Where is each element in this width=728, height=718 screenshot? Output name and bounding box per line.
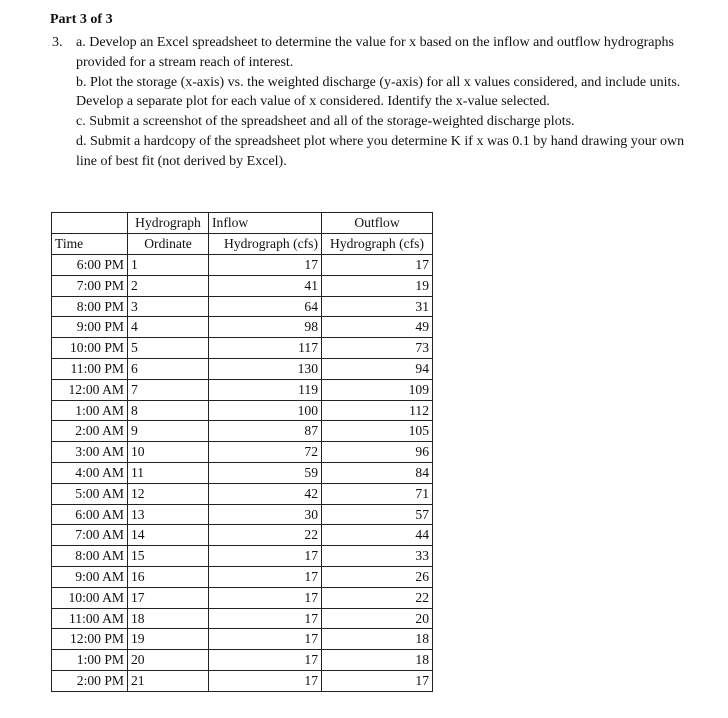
cell-outflow: 84 [322, 462, 433, 483]
header-inflow-line1: Inflow [209, 213, 322, 234]
cell-ordinate: 15 [128, 546, 209, 567]
table-row [52, 670, 433, 691]
cell-ordinate: 19 [128, 629, 209, 650]
cell-outflow: 33 [322, 546, 433, 567]
cell-outflow: 31 [322, 296, 433, 317]
cell-ordinate: 18 [128, 608, 209, 629]
cell-ordinate: 10 [128, 442, 209, 463]
table-row [52, 587, 433, 608]
table-row [52, 608, 433, 629]
cell-inflow: 64 [209, 296, 322, 317]
cell-inflow: 17 [209, 255, 322, 276]
cell-outflow: 49 [322, 317, 433, 338]
cell-inflow: 72 [209, 442, 322, 463]
table-row [52, 442, 433, 463]
cell-outflow: 73 [322, 338, 433, 359]
cell-outflow: 17 [322, 670, 433, 691]
header-cell-blank [52, 213, 128, 234]
table-row [52, 546, 433, 567]
cell-ordinate: 12 [128, 483, 209, 504]
cell-outflow: 96 [322, 442, 433, 463]
header-outflow-line2: Hydrograph (cfs) [322, 234, 433, 255]
cell-inflow: 130 [209, 358, 322, 379]
cell-time: 9:00 PM [52, 317, 128, 338]
cell-inflow: 17 [209, 670, 322, 691]
cell-time: 12:00 PM [52, 629, 128, 650]
cell-outflow: 105 [322, 421, 433, 442]
cell-time: 7:00 AM [52, 525, 128, 546]
header-inflow-line2: Hydrograph (cfs) [209, 234, 322, 255]
cell-ordinate: 21 [128, 670, 209, 691]
cell-inflow: 117 [209, 338, 322, 359]
cell-ordinate: 14 [128, 525, 209, 546]
cell-outflow: 20 [322, 608, 433, 629]
cell-time: 5:00 AM [52, 483, 128, 504]
header-outflow-line1: Outflow [322, 213, 433, 234]
cell-time: 1:00 PM [52, 650, 128, 671]
question-part-c: c. Submit a screenshot of the spreadsheet and all of the storage-weighted discharge plots. [76, 114, 575, 130]
table-row [52, 566, 433, 587]
cell-outflow: 17 [322, 255, 433, 276]
table-row [52, 462, 433, 483]
cell-outflow: 22 [322, 587, 433, 608]
cell-ordinate: 8 [128, 400, 209, 421]
cell-inflow: 17 [209, 546, 322, 567]
cell-ordinate: 5 [128, 338, 209, 359]
cell-inflow: 17 [209, 566, 322, 587]
cell-time: 10:00 AM [52, 587, 128, 608]
table-header-row [52, 213, 433, 234]
cell-inflow: 17 [209, 629, 322, 650]
cell-inflow: 87 [209, 421, 322, 442]
cell-inflow: 17 [209, 650, 322, 671]
table-row [52, 650, 433, 671]
header-ordinate-line2: Ordinate [128, 234, 209, 255]
table-header-row [52, 234, 433, 255]
cell-time: 11:00 PM [52, 358, 128, 379]
cell-time: 11:00 AM [52, 608, 128, 629]
hydrograph-table [51, 212, 433, 692]
part-title: Part 3 of 3 [50, 12, 113, 27]
cell-outflow: 26 [322, 566, 433, 587]
cell-ordinate: 17 [128, 587, 209, 608]
cell-inflow: 41 [209, 275, 322, 296]
table-row [52, 629, 433, 650]
question-part-b: b. Plot the storage (x-axis) vs. the weighted discharge (y-axis) for all x values considered, and include units. Develop a separate plot for each value of x considered. Identify the x-value selected. [76, 74, 681, 110]
cell-time: 3:00 AM [52, 442, 128, 463]
cell-outflow: 57 [322, 504, 433, 525]
cell-inflow: 42 [209, 483, 322, 504]
cell-time: 2:00 PM [52, 670, 128, 691]
cell-ordinate: 11 [128, 462, 209, 483]
cell-inflow: 17 [209, 587, 322, 608]
cell-outflow: 112 [322, 400, 433, 421]
question-body [76, 33, 696, 172]
table-body [52, 255, 433, 692]
cell-inflow: 22 [209, 525, 322, 546]
cell-ordinate: 20 [128, 650, 209, 671]
question-number: 3. [52, 35, 63, 50]
table-row [52, 379, 433, 400]
table-row [52, 296, 433, 317]
cell-ordinate: 13 [128, 504, 209, 525]
cell-ordinate: 16 [128, 566, 209, 587]
cell-time: 2:00 AM [52, 421, 128, 442]
cell-ordinate: 6 [128, 358, 209, 379]
cell-time: 6:00 AM [52, 504, 128, 525]
cell-inflow: 100 [209, 400, 322, 421]
table-row [52, 483, 433, 504]
table-row [52, 317, 433, 338]
question-part-a: a. Develop an Excel spreadsheet to determine the value for x based on the inflow and outflow hydrographs provided for a stream reach of interest. [76, 35, 674, 70]
question-part-d: d. Submit a hardcopy of the spreadsheet plot where you determine K if x was 0.1 by hand drawing your own line of best fit (not derived by Excel). [76, 133, 685, 169]
cell-outflow: 18 [322, 629, 433, 650]
header-ordinate-line1: Hydrograph [128, 213, 209, 234]
cell-outflow: 71 [322, 483, 433, 504]
cell-outflow: 109 [322, 379, 433, 400]
cell-inflow: 98 [209, 317, 322, 338]
cell-time: 9:00 AM [52, 566, 128, 587]
cell-time: 7:00 PM [52, 275, 128, 296]
cell-ordinate: 9 [128, 421, 209, 442]
table-row [52, 338, 433, 359]
cell-ordinate: 3 [128, 296, 209, 317]
cell-outflow: 44 [322, 525, 433, 546]
cell-outflow: 94 [322, 358, 433, 379]
cell-outflow: 18 [322, 650, 433, 671]
cell-time: 6:00 PM [52, 255, 128, 276]
cell-ordinate: 7 [128, 379, 209, 400]
cell-inflow: 59 [209, 462, 322, 483]
cell-ordinate: 1 [128, 255, 209, 276]
table-row [52, 275, 433, 296]
cell-ordinate: 2 [128, 275, 209, 296]
cell-inflow: 119 [209, 379, 322, 400]
cell-time: 8:00 AM [52, 546, 128, 567]
header-time: Time [52, 234, 128, 255]
table-row [52, 504, 433, 525]
table-row [52, 525, 433, 546]
table-row [52, 255, 433, 276]
cell-outflow: 19 [322, 275, 433, 296]
cell-time: 4:00 AM [52, 462, 128, 483]
cell-time: 10:00 PM [52, 338, 128, 359]
table-row [52, 400, 433, 421]
cell-time: 12:00 AM [52, 379, 128, 400]
cell-time: 1:00 AM [52, 400, 128, 421]
table-row [52, 421, 433, 442]
cell-inflow: 17 [209, 608, 322, 629]
table-row [52, 358, 433, 379]
cell-inflow: 30 [209, 504, 322, 525]
cell-time: 8:00 PM [52, 296, 128, 317]
cell-ordinate: 4 [128, 317, 209, 338]
